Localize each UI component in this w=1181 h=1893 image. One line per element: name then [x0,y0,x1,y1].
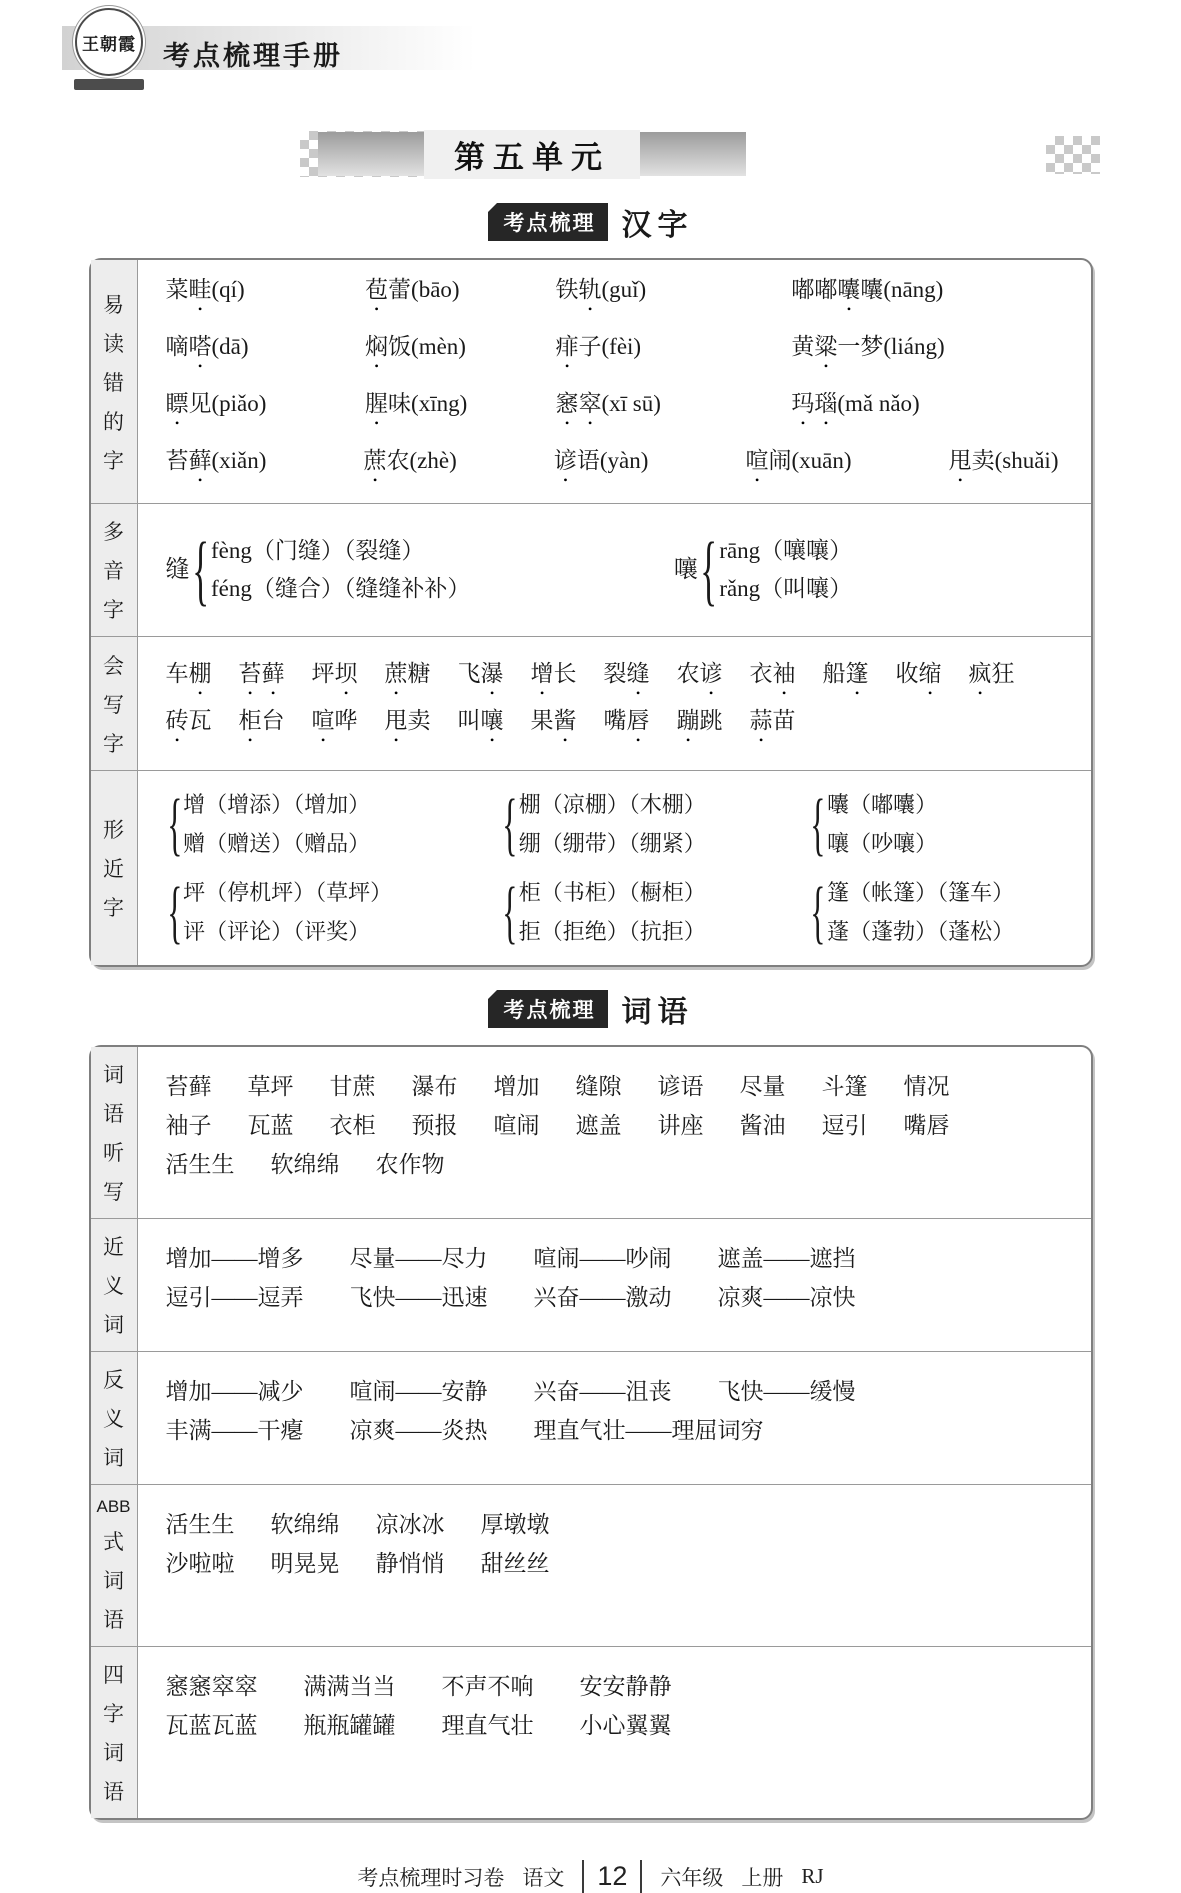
word-line [166,660,1073,700]
word-item: 遮盖——遮挡 [717,1246,856,1271]
word-item: 蔗糖 [384,661,431,686]
xingjin-grid [166,787,1073,949]
word-item: 衣柜 [329,1112,376,1138]
yiducuo-grid [166,276,1073,430]
ciyu-table [89,1045,1093,1820]
word-item: 窸窸窣窣 [165,1674,258,1699]
word-item: 苞蕾(bāo) [365,277,460,302]
brace-lines [827,791,937,857]
brace-line: 坪（停机坪）（草坪） [183,880,393,905]
word-item: 窸窣(xī sū) [555,391,661,416]
brace-group [165,525,644,613]
hanzi-table [89,258,1093,967]
row-label-char: 字 [103,731,124,756]
row-huixie [91,636,1091,770]
row-label-char: 词 [103,1313,124,1337]
row-label-char: 音 [103,559,124,583]
word-item: 蒜苗 [749,708,796,733]
tingxie-content [138,1047,1091,1218]
word-item: 腥味(xīng) [365,391,468,416]
brace-line: 赠（赠送）（赠品） [183,830,371,856]
word-item: 瞟见(piǎo) [165,391,267,416]
word-item: 农作物 [375,1151,445,1177]
brace-lines [827,879,1014,945]
footer-grade: 六年级 [660,1865,724,1890]
word-item: 痱子(fèi) [555,334,642,359]
brand-ribbon [74,79,144,90]
word-item: 苔藓 [238,661,285,686]
word-item: 嘟嘟囔囔(nāng) [791,277,944,302]
brace-icon: { [810,785,826,863]
brace-icon: { [502,873,518,951]
footer-subject: 语文 [522,1865,565,1890]
brace-icon: { [810,873,826,951]
row-fanyici [91,1351,1091,1484]
row-sizi [91,1646,1091,1818]
abb-content [138,1485,1091,1646]
word-item: 活生生 [165,1151,235,1177]
word-item: 衣袖 [749,661,796,686]
row-label-char: 语 [103,1608,124,1632]
brace-group [166,873,502,951]
brace-lines [211,537,470,604]
word-item: 蔗农(zhè) [363,448,457,473]
brace-line: 囔（嘟囔） [827,792,938,817]
row-label-fanyici [91,1352,138,1484]
brace-line: 柜（书柜）（橱柜） [518,880,706,905]
row-label-char: 词 [103,1569,124,1593]
word-line [166,1550,1073,1579]
word-item: 瓶瓶罐罐 [303,1712,396,1738]
word-item: 厚墩墩 [480,1512,550,1537]
unit-title: 第五单元 [424,130,640,179]
brace-group [673,525,1073,613]
row-label-char: 式 [103,1530,124,1554]
section-heading-hanzi [0,200,1181,244]
word-item: 甩卖 [384,708,431,733]
word-item: 柜台 [238,708,285,733]
word-item: 遮盖 [575,1112,622,1138]
word-item: 酱油 [739,1112,786,1138]
word-item: 兴奋——激动 [533,1284,672,1310]
word-item: 谚语(yàn) [553,448,649,473]
row-duoyin [91,503,1091,636]
word-item: 缝隙 [575,1074,622,1099]
brace-line: 评（评论）（评奖） [183,918,371,944]
brace-group [809,873,1072,951]
footer-edition: RJ [801,1864,824,1888]
brand-seal-icon [75,8,143,76]
brace-lines [519,791,706,857]
word-item: 预报 [411,1112,458,1138]
row-label-duoyin [91,504,138,636]
row-label-char: 多 [103,520,124,544]
word-item: 农谚 [676,661,723,686]
row-label-char: 词 [103,1063,124,1087]
word-item: 瀑布 [411,1074,458,1099]
word-item: 铁轨(guǐ) [555,277,647,302]
word-item: 飞快——缓慢 [717,1379,856,1404]
word-item: 苔藓 [165,1074,212,1099]
word-item: 增加——减少 [165,1379,304,1404]
word-line [166,1112,1073,1141]
row-label-char: 写 [103,1180,124,1204]
word-item: 增加 [493,1074,540,1099]
word-item: 甩卖(shuǎi) [948,448,1059,473]
word-item: 凉爽——凉快 [717,1284,856,1310]
word-line [166,1511,1073,1540]
duoyin-content [138,504,1091,636]
row-abb [91,1484,1091,1646]
row-label-xingjin [91,771,138,965]
footer-volume: 上册 [741,1865,784,1890]
row-label-char: 读 [103,331,124,356]
row-label-char: 语 [103,1780,124,1804]
word-item: 嘴唇 [603,708,650,733]
word-item: 玛瑙(mǎ nǎo) [791,391,920,416]
xingjin-content [138,771,1091,965]
brace-group [809,785,1072,863]
brace-icon: { [191,525,209,613]
brace-group [166,785,502,863]
brace-line: 蓬（蓬勃）（蓬松） [827,918,1015,944]
word-item: 小心翼翼 [579,1712,672,1738]
brace-line: rāng（嚷嚷） [719,537,853,563]
section-heading-ciyu [0,987,1181,1031]
word-line [166,707,1073,747]
row-label-char: 的 [103,409,124,434]
brace-lines [183,879,392,945]
row-label-char: 字 [103,896,124,920]
word-item: 理直气壮 [441,1712,534,1738]
brand-logo [70,8,148,90]
brace-group [501,785,809,863]
section-title-ciyu: 词语 [621,996,694,1029]
word-item: 坪坝 [311,661,358,686]
row-label-jinyici [91,1219,138,1351]
word-item: 瓦蓝瓦蓝 [165,1712,258,1738]
word-item: 喧闹——吵闹 [533,1246,672,1271]
row-xingjin [91,770,1091,965]
row-label-char: 会 [103,653,124,678]
footer-series: 考点梳理时习卷 [357,1865,505,1890]
row-yiducuo [91,260,1091,503]
row-label-char: 义 [103,1407,124,1431]
word-item: 逗引——逗弄 [165,1284,304,1310]
handbook-title: 考点梳理手册 [163,41,343,71]
checker-pattern-right [1046,136,1100,174]
word-line [166,1284,1073,1313]
row-jinyici [91,1218,1091,1351]
word-line [166,1712,1073,1741]
brace-icon: { [700,525,718,613]
page-number: 12 [582,1860,642,1893]
brace-line: fèng（门缝）（裂缝） [210,537,425,563]
word-item: 沙啦啦 [165,1550,235,1576]
word-item: 静悄悄 [375,1550,445,1576]
word-item: 菜畦(qí) [165,277,245,302]
word-item: 飞快——迅速 [349,1284,488,1310]
polyphonic-char: 缝 [165,557,190,583]
brace-line: 嚷（吵嚷） [827,830,938,856]
row-label-char: 听 [103,1141,124,1165]
word-item: 砖瓦 [165,708,212,733]
word-item: 明晃晃 [270,1550,340,1576]
row-label-char: 四 [103,1663,124,1687]
row-label-char: 近 [103,1235,124,1259]
word-item: 理直气壮——理屈词穷 [533,1417,764,1443]
word-item: 收缩 [895,661,942,686]
word-item: 活生生 [165,1512,235,1537]
brand-logo-text: 王朝霞 [82,34,136,54]
brace-line: féng（缝合）（缝缝补补） [210,575,471,601]
page-footer [0,1860,1181,1893]
word-item: 车棚 [165,661,212,686]
word-item: 苔藓(xiǎn) [165,448,267,473]
huixie-content [138,637,1091,770]
section-title-hanzi: 汉字 [621,209,694,242]
word-item: 丰满——干瘪 [165,1417,304,1443]
brace-line: rǎng（叫嚷） [719,575,853,601]
row-tingxie [91,1047,1091,1218]
word-item: 船篷 [822,661,869,686]
word-item: 逗引 [821,1112,868,1138]
word-item: 尽量——尽力 [349,1246,488,1271]
word-item: 增长 [530,661,577,686]
unit-banner-bar [318,132,746,176]
word-item: 喧闹——安静 [349,1379,488,1404]
word-line [166,1073,1073,1102]
word-item: 飞瀑 [457,661,504,686]
word-item: 喧哗 [311,708,358,733]
row-label-char: 形 [103,818,124,842]
row-label-yiducuo [91,260,138,503]
brace-line: 绷（绷带）（绷紧） [518,830,706,856]
row-label-char: 字 [103,1702,124,1726]
word-item: 甘蔗 [329,1074,376,1099]
word-item: 瓦蓝 [247,1112,294,1138]
brace-lines [519,879,706,945]
word-item: 甜丝丝 [480,1550,550,1576]
brace-line: 拒（拒绝）（抗拒） [518,918,706,944]
kaodian-badge: 考点梳理 [488,990,608,1028]
word-item: 讲座 [657,1112,704,1138]
brace-icon: { [166,785,182,863]
word-item: 斗篷 [821,1074,868,1099]
row-label-tingxie [91,1047,138,1218]
row-label-char: 写 [103,692,124,717]
word-item: 嘀嗒(dā) [165,334,249,359]
word-item: 草坪 [247,1074,294,1099]
word-item: 情况 [903,1074,950,1099]
word-item: 黄粱一梦(liáng) [791,334,945,359]
word-item: 疯狂 [968,661,1015,686]
kaodian-badge: 考点梳理 [488,203,608,241]
word-item: 软绵绵 [270,1151,340,1177]
brace-icon: { [502,785,518,863]
brace-line: 增（增添）（增加） [183,792,371,817]
row-label-char: 错 [103,370,124,395]
word-item: 安安静静 [579,1674,672,1699]
brace-line: 棚（凉棚）（木棚） [518,792,706,817]
word-item: 增加——增多 [165,1246,304,1271]
brace-line: 篷（帐篷）（篷车） [827,880,1015,905]
row-label-huixie [91,637,138,770]
row-label-char: 反 [103,1368,124,1392]
word-line [166,1673,1073,1702]
word-item: 叫嚷 [457,708,504,733]
word-item: 软绵绵 [270,1512,340,1537]
word-item: 凉冰冰 [375,1512,445,1537]
polyphonic-char: 嚷 [673,557,698,583]
brace-group [501,873,809,951]
unit-banner [0,128,1181,180]
row-label-char: 字 [103,598,124,622]
word-item: 蹦跳 [676,708,723,733]
brace-lines [183,791,370,857]
yiducuo-last-row [166,447,1073,487]
word-item: 喧闹(xuān) [745,448,852,473]
yiducuo-content [138,260,1091,503]
row-label-char: 字 [103,448,124,473]
page-header [0,0,1181,128]
row-label-char: 易 [103,292,124,317]
word-item: 喧闹 [493,1112,540,1138]
word-item: 兴奋——沮丧 [533,1379,672,1404]
word-item: 满满当当 [303,1674,396,1699]
word-line [166,1151,1073,1180]
row-label-char: 义 [103,1274,124,1298]
word-item: 果酱 [530,708,577,733]
word-item: 凉爽——炎热 [349,1417,488,1443]
word-item: 袖子 [165,1112,212,1138]
word-item: 谚语 [657,1074,704,1099]
word-item: 不声不响 [441,1674,534,1699]
word-item: 焖饭(mèn) [365,334,466,359]
row-label-char: ABB [96,1497,131,1516]
brace-lines [719,537,852,604]
row-label-abb [91,1485,138,1646]
word-item: 裂缝 [603,661,650,686]
fanyici-content [138,1352,1091,1484]
row-label-char: 词 [103,1446,124,1470]
row-label-char: 词 [103,1741,124,1765]
jinyici-content [138,1219,1091,1351]
brace-icon: { [166,873,182,951]
row-label-char: 语 [103,1102,124,1126]
word-line [166,1245,1073,1274]
row-label-char: 近 [103,857,124,881]
sizi-content [138,1647,1091,1818]
row-label-sizi [91,1647,138,1818]
word-item: 尽量 [739,1074,786,1099]
word-line [166,1417,1073,1446]
word-item: 嘴唇 [903,1112,950,1138]
word-line [166,1378,1073,1407]
